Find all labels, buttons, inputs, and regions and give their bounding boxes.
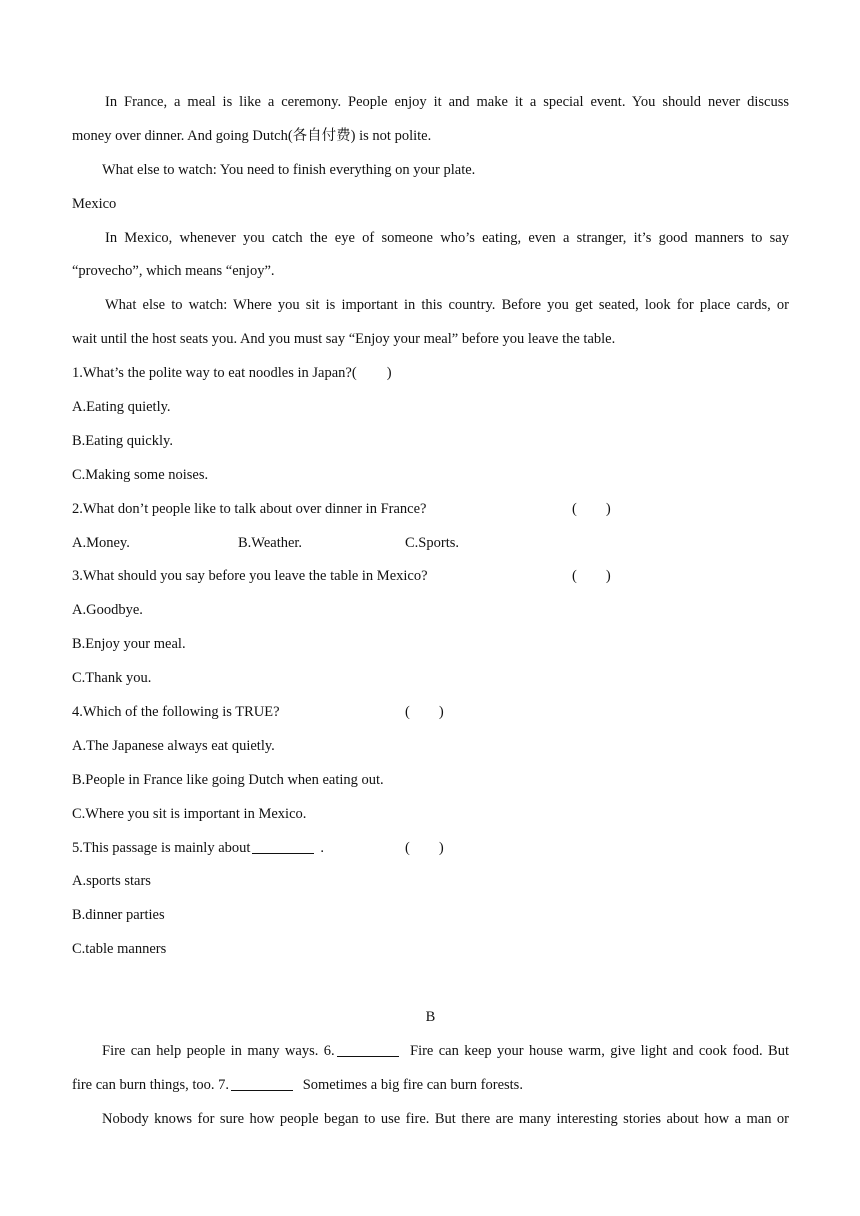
mexico-paragraph-line-2: “provecho”, which means “enjoy”. [72,263,275,280]
section-b-paragraph-2-line-1: Nobody knows for sure how people began to use fire. But there are many interesting stories about how a man or [102,1110,789,1127]
document-page [72,86,789,1137]
section-b-paragraph-line-1 [72,1035,789,1069]
q3-option-a: A.Goodbye. [72,602,143,619]
q2-options [72,527,789,561]
q5-option-b: B.dinner parties [72,907,165,924]
question-1-text: 1.What’s the polite way to eat noodles in Japan?( [72,365,357,382]
mexico-paragraph-line-1: In Mexico, whenever you catch the eye of someone who’s eating, even a stranger, it’s good manners to say [105,229,789,246]
section-b-heading: B [425,1009,436,1026]
q3-option-b: B.Enjoy your meal. [72,636,186,653]
answer-paren-4[interactable]: ( ) [405,704,444,721]
mexico-watch-line-2: wait until the host seats you. And you must say “Enjoy your meal” before you leave the table. [72,331,616,348]
q1-option-a: A.Eating quietly. [72,399,171,416]
sentence-after-blank-6: Fire can keep your house warm, give light and cook food. But [410,1042,789,1059]
q2-option-a: A.Money. [72,534,130,551]
q4-option-c: C.Where you sit is important in Mexico. [72,805,307,822]
answer-paren-3[interactable]: ( ) [572,568,611,585]
mexico-watch-line-1: What else to watch: Where you sit is important in this country. Before you get seated, look for place cards, or [105,297,789,314]
q2-option-b: B.Weather. [238,534,303,551]
q5-option-a: A.sports stars [72,873,151,890]
question-1 [72,357,789,391]
sentence-after-blank-7: Sometimes a big fire can burn forests. [302,1076,523,1093]
q4-option-a: A.The Japanese always eat quietly. [72,737,275,754]
sentence-before-blank-6: Fire can help people in many ways. 6. [102,1042,335,1059]
france-paragraph-line-2: money over dinner. And going Dutch(各自付费) is not polite. [72,127,432,144]
section-b-paragraph-line-2 [72,1069,789,1103]
section-spacer [72,967,789,1001]
question-5-period: . [320,839,325,856]
q5-option-c: C.table manners [72,941,167,958]
question-2 [72,493,789,527]
question-3 [72,560,789,594]
mexico-heading: Mexico [72,195,117,212]
question-2-text: 2.What don’t people like to talk about over dinner in France? [72,500,427,517]
fill-blank-5[interactable] [252,835,314,854]
answer-paren-2[interactable]: ( ) [572,500,611,517]
q1-option-b: B.Eating quickly. [72,432,173,449]
question-5 [72,832,789,866]
question-5-text: 5.This passage is mainly about [72,839,251,856]
fill-blank-6[interactable] [337,1038,399,1057]
question-1-close-paren: ) [386,365,392,382]
question-4 [72,696,789,730]
question-4-text: 4.Which of the following is TRUE? [72,704,280,721]
france-watch-paragraph: What else to watch: You need to finish everything on your plate. [102,161,476,178]
q2-option-c: C.Sports. [405,534,459,551]
q1-option-c: C.Making some noises. [72,466,209,483]
question-3-text: 3.What should you say before you leave the table in Mexico? [72,568,428,585]
fill-blank-7[interactable] [231,1072,293,1091]
france-paragraph-line-1: In France, a meal is like a ceremony. People enjoy it and make it a special event. You should never discuss [105,94,789,110]
q4-option-b: B.People in France like going Dutch when eating out. [72,771,384,788]
answer-paren-5[interactable]: ( ) [405,839,444,856]
q3-option-c: C.Thank you. [72,670,152,687]
sentence-before-blank-7: fire can burn things, too. 7. [72,1076,230,1093]
